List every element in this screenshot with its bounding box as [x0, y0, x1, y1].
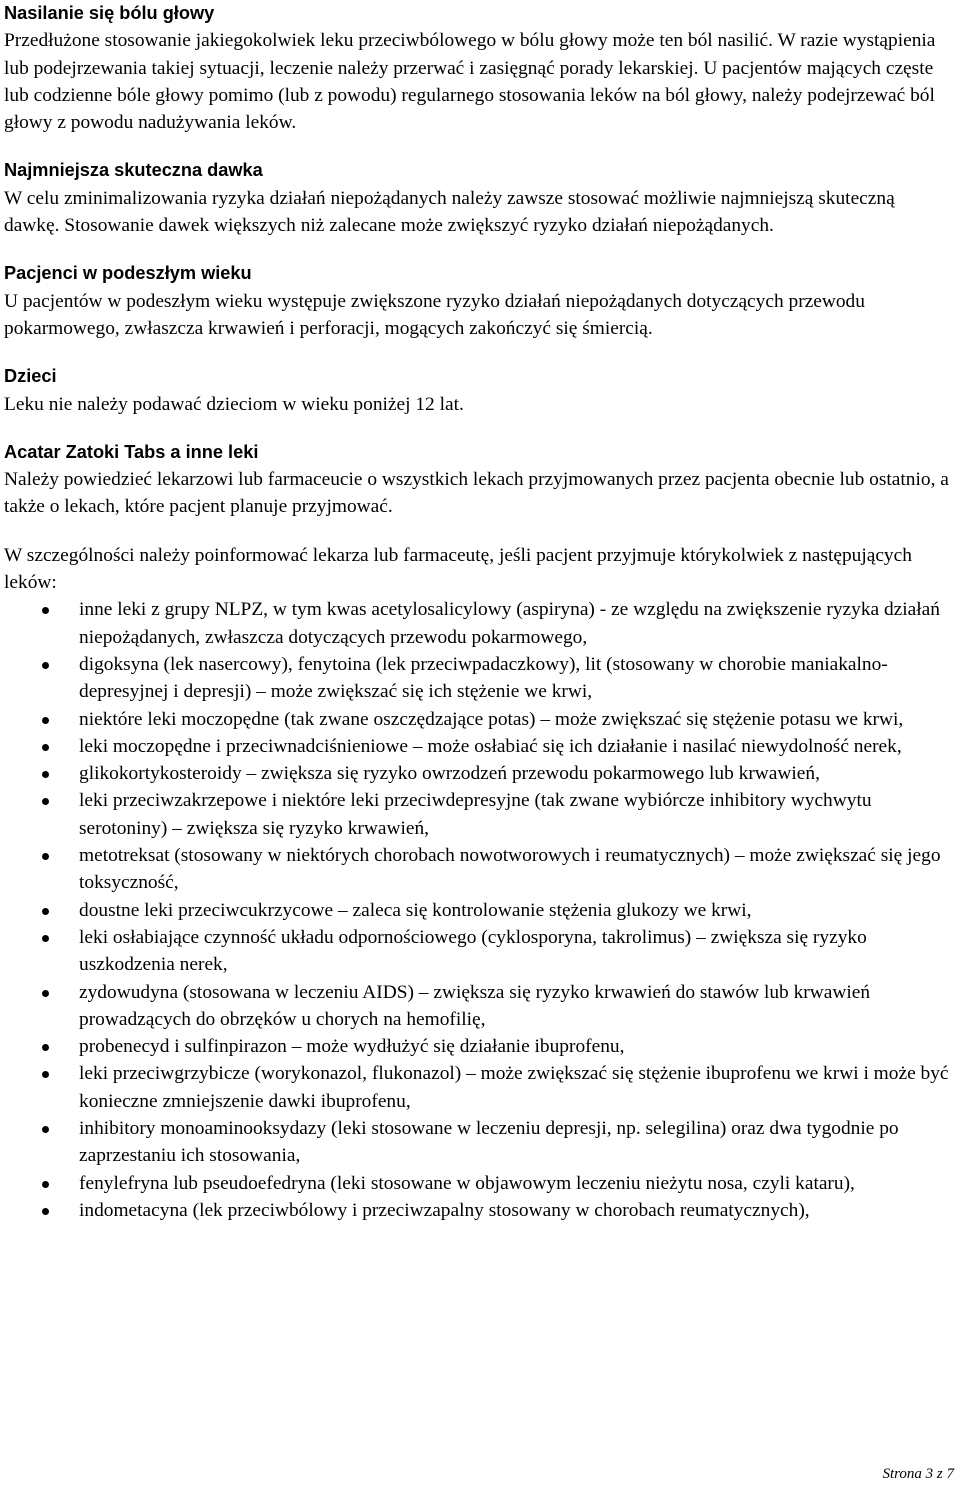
bullet-icon [42, 935, 49, 942]
page-number: Strona 3 z 7 [882, 1466, 954, 1482]
section-gap [4, 521, 954, 542]
list-item-text: zydowudyna (stosowana w leczeniu AIDS) – zwiększa się ryzyko krwawień do stawów lub krwawień prowadzących do obrzęków u chorych na hemofilię, [79, 981, 871, 1030]
list-item-text: niektóre leki moczopędne (tak zwane oszczędzające potas) – może zwiększać się stężenie potasu we krwi, [79, 708, 904, 730]
list-item-text: leki przeciwgrzybicze (worykonazol, flukonazol) – może zwiększać się stężenie ibuprofenu we krwi i może być konieczne zmniejszenie dawki ibuprofenu, [79, 1063, 949, 1112]
bullet-icon [42, 853, 49, 860]
section-gap [4, 342, 954, 363]
list-item [4, 924, 954, 979]
section-gap [4, 239, 954, 260]
bullet-icon [42, 908, 49, 915]
section-gap [4, 136, 954, 157]
list-item [4, 787, 954, 842]
bullet-icon [42, 771, 49, 778]
list-item-text: inne leki z grupy NLPZ, w tym kwas acetylosalicylowy (aspiryna) - ze względu na zwiększenie ryzyka działań niepożądanych, zwłaszcza dotyczących przewodu pokarmowego, [79, 599, 940, 648]
bullet-icon [42, 798, 49, 805]
heading-inne-leki: Acatar Zatoki Tabs a inne leki [4, 441, 259, 462]
bullet-icon [42, 1208, 49, 1215]
list-item [4, 1033, 954, 1060]
bullet-icon [42, 1126, 49, 1133]
list-item [4, 596, 954, 651]
list-item [4, 1170, 954, 1197]
bullet-icon [42, 1071, 49, 1078]
bullet-icon [42, 1181, 49, 1188]
list-item [4, 1115, 954, 1170]
list-item-text: digoksyna (lek nasercowy), fenytoina (lek przeciwpadaczkowy), lit (stosowany w chorobie maniakalno-depresyjnej i depresji) – może zwiększać się ich stężenie we krwi, [79, 653, 888, 703]
list-item-text: doustne leki przeciwcukrzycowe – zaleca się kontrolowanie stężenia glukozy we krwi, [79, 899, 752, 921]
bullet-icon [42, 744, 49, 751]
list-item [4, 1197, 954, 1224]
list-item [4, 651, 954, 706]
paragraph-szczegolnosci-intro: W szczególności należy poinformować lekarza lub farmaceutę, jeśli pacjent przyjmuje którykolwiek z następujących leków: [4, 544, 912, 594]
bullet-icon [42, 662, 49, 669]
heading-nasilanie: Nasilanie się bólu głowy [4, 3, 215, 23]
paragraph-nasilanie: Przedłużone stosowanie jakiegokolwiek leku przeciwbólowego w bólu głowy może ten ból nasilić. W razie wystąpienia lub podejrzewania takiej sytuacji, leczenie należy przerwać i zasięgnąć porady lekarskiej. U pacjentów mających częste lub codzienne bóle głowy pomimo (lub z powodu) regularnego stosowania leków na ból głowy, należy podejrzewać ból głowy z powodu nadużywania leków. [4, 30, 936, 134]
list-item [4, 760, 954, 787]
paragraph-dzieci: Leku nie należy podawać dzieciom w wieku poniżej 12 lat. [4, 393, 464, 415]
list-item-text: leki osłabiające czynność układu odpornościowego (cyklosporyna, takrolimus) – zwiększa się ryzyko uszkodzenia nerek, [79, 926, 867, 976]
bullet-icon [42, 607, 49, 614]
list-item-text: leki moczopędne i przeciwnadciśnieniowe – może osłabiać się ich działanie i nasilać niewydolność nerek, [79, 735, 902, 757]
list-item [4, 1060, 954, 1115]
list-item-text: probenecyd i sulfinpirazon – może wydłużyć się działanie ibuprofenu, [79, 1036, 625, 1058]
list-item [4, 897, 954, 924]
paragraph-wiek: U pacjentów w podeszłym wieku występuje zwiększone ryzyko działań niepożądanych dotyczących przewodu pokarmowego, zwłaszcza krwawień i perforacji, mogących zakończyć się śmiercią. [4, 290, 865, 339]
bullet-icon [42, 1044, 49, 1051]
list-item-text: inhibitory monoaminooksydazy (leki stosowane w leczeniu depresji, np. selegilina) oraz dwa tygodnie po zaprzestaniu ich stosowania, [79, 1117, 899, 1167]
bullet-icon [42, 990, 49, 997]
document-page [4, 0, 954, 1224]
list-item-text: indometacyna (lek przeciwbólowy i przeciwzapalny stosowany w chorobach reumatycznych), [79, 1199, 810, 1221]
heading-dawka: Najmniejsza skuteczna dawka [4, 160, 263, 181]
heading-wiek: Pacjenci w podeszłym wieku [4, 263, 252, 284]
list-item-text: fenylefryna lub pseudoefedryna (leki stosowane w objawowym leczeniu nieżytu nosa, czyli kataru), [79, 1172, 855, 1194]
bullet-icon [42, 717, 49, 724]
list-item-text: glikokortykosteroidy – zwiększa się ryzyko owrzodzeń przewodu pokarmowego lub krwawień, [79, 763, 820, 785]
section-gap [4, 418, 954, 439]
list-item [4, 979, 954, 1034]
list-item-text: leki przeciwzakrzepowe i niektóre leki przeciwdepresyjne (tak zwane wybiórcze inhibitory wychwytu serotoniny) – zwiększa się ryzyko krwawień, [79, 790, 872, 839]
paragraph-dawka: W celu zminimalizowania ryzyka działań niepożądanych należy zawsze stosować możliwie najmniejszą skuteczną dawkę. Stosowanie dawek większych niż zalecane może zwiększyć ryzyko działań niepożądanych. [4, 187, 895, 237]
list-item [4, 842, 954, 897]
drug-interaction-list [4, 596, 954, 1224]
paragraph-inne-leki: Należy powiedzieć lekarzowi lub farmaceucie o wszystkich lekach przyjmowanych przez pacjenta obecnie lub ostatnio, a także o lekach, które pacjent planuje przyjmować. [4, 469, 949, 518]
heading-dzieci: Dzieci [4, 366, 57, 387]
list-item-text: metotreksat (stosowany w niektórych chorobach nowotworowych i reumatycznych) – może zwiększać się jego toksyczność, [79, 845, 941, 894]
list-item [4, 706, 954, 733]
list-item [4, 733, 954, 760]
